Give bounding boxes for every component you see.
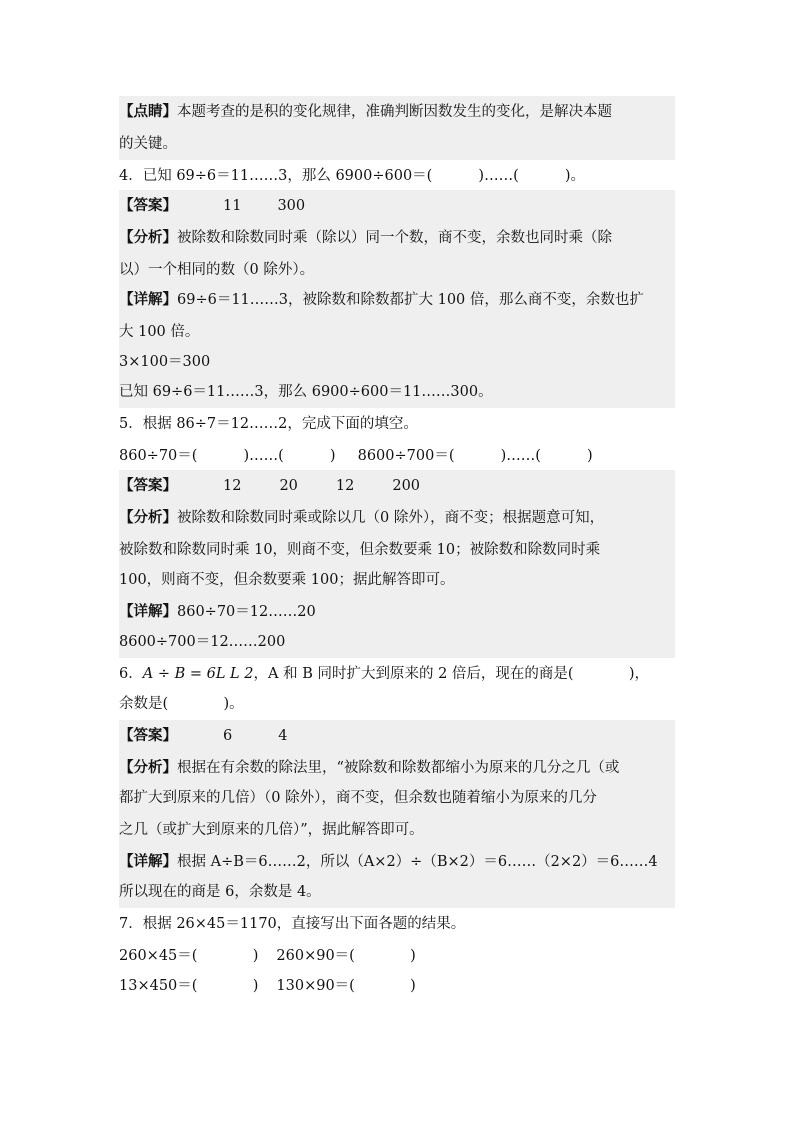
- q4-detail-line-2: 大 100 倍。: [119, 316, 675, 348]
- question-7: 7．根据 26×45＝1170，直接写出下面各题的结果。: [119, 916, 466, 932]
- dianjing-label: 【点睛】: [119, 103, 177, 120]
- q7-item: 260×90＝( ): [276, 948, 416, 964]
- answer-value: 12: [335, 478, 355, 494]
- q7-item: 130×90＝( ): [276, 978, 416, 994]
- answer-value: 200: [392, 478, 421, 494]
- answer-label: 【答案】: [119, 197, 177, 214]
- detail-text: 860÷70＝12……20: [177, 604, 316, 620]
- answer-value: 20: [279, 478, 298, 494]
- q5-answer-line: [119, 470, 675, 502]
- q4-detail-line-1: [119, 284, 675, 316]
- q7-row-2: [119, 970, 675, 1002]
- dianjing-text: 本题考查的是积的变化规律，准确判断因数发生的变化，是解决本题: [177, 104, 612, 120]
- q6-analysis-line-1: [119, 752, 675, 784]
- analysis-label: 【分析】: [119, 229, 177, 246]
- q4-detail-line-3: 3×100＝300: [119, 346, 675, 378]
- answer-value: 4: [278, 728, 288, 744]
- q6-analysis-line-2: 都扩大到原来的几倍）（0 除外），商不变，但余数也随着缩小为原来的几分: [119, 782, 675, 814]
- q6-text: ，A 和 B 同时扩大到原来的 2 倍后，现在的商是( )，: [253, 666, 650, 682]
- analysis-label: 【分析】: [119, 759, 177, 776]
- q6-detail-line-1: [119, 846, 675, 878]
- q4-answer-line: [119, 190, 675, 222]
- analysis-text: 被除数和除数同时乘或除以几（0 除外），商不变；根据题意可知，: [177, 510, 605, 526]
- detail-text: 根据 A÷B＝6……2，所以（A×2）÷（B×2）＝6……（2×2）＝6……4: [177, 854, 658, 870]
- question-6-line-2: 余数是( )。: [119, 696, 244, 712]
- q4-analysis-line-1: [119, 222, 675, 254]
- q6-detail-line-2: 所以现在的商是 6，余数是 4。: [119, 876, 675, 908]
- answer-value: 6: [223, 728, 233, 744]
- q5-analysis-line-2: 被除数和除数同时乘 10，则商不变，但余数要乘 10；被除数和除数同时乘: [119, 534, 675, 566]
- answer-value: 11: [223, 198, 242, 214]
- q5-blanks-line: [119, 440, 675, 472]
- answer-label: 【答案】: [119, 727, 177, 744]
- question-6-line-1: [119, 658, 675, 690]
- dianjing-line-1: [119, 96, 675, 128]
- detail-label: 【详解】: [119, 291, 177, 308]
- q5-analysis-line-3: 100，则商不变，但余数要乘 100；据此解答即可。: [119, 564, 675, 596]
- q7-item: 13×450＝( ): [119, 978, 259, 994]
- q5-blank-1: 860÷70＝( )……( ): [119, 448, 336, 464]
- q6-analysis-line-3: 之几（或扩大到原来的几倍）”，据此解答即可。: [119, 814, 675, 846]
- analysis-text: 被除数和除数同时乘（除以）同一个数，商不变，余数也同时乘（除: [177, 230, 612, 246]
- q4-analysis-line-2: 以）一个相同的数（0 除外）。: [119, 254, 675, 286]
- q4-detail-line-4: 已知 69÷6＝11……3，那么 6900÷600＝11……300。: [119, 376, 675, 408]
- q5-blank-2: 8600÷700＝( )……( ): [357, 448, 593, 464]
- answer-value: 300: [277, 198, 306, 214]
- analysis-label: 【分析】: [119, 509, 177, 526]
- question-4: 4．已知 69÷6＝11……3，那么 6900÷600＝( )……( )。: [119, 168, 585, 184]
- detail-label: 【详解】: [119, 853, 177, 870]
- detail-label: 【详解】: [119, 603, 177, 620]
- answer-label: 【答案】: [119, 477, 177, 494]
- question-5: 5．根据 86÷7＝12……2，完成下面的填空。: [119, 416, 418, 432]
- q6-formula: A ÷ B = 6L L 2: [142, 666, 254, 682]
- q6-answer-line: [119, 720, 675, 752]
- analysis-text: 根据在有余数的除法里，“被除数和除数都缩小为原来的几分之几（或: [177, 760, 620, 776]
- answer-value: 12: [223, 478, 242, 494]
- q6-number: 6．: [119, 666, 143, 682]
- q7-item: 260×45＝( ): [119, 948, 259, 964]
- q5-analysis-line-1: [119, 502, 675, 534]
- q5-detail-line-2: 8600÷700＝12……200: [119, 626, 675, 658]
- q5-detail-line-1: [119, 596, 675, 628]
- q7-row-1: [119, 940, 675, 972]
- detail-text: 69÷6＝11……3，被除数和除数都扩大 100 倍，那么商不变，余数也扩: [177, 292, 644, 308]
- dianjing-line-2: 的关键。: [119, 128, 675, 160]
